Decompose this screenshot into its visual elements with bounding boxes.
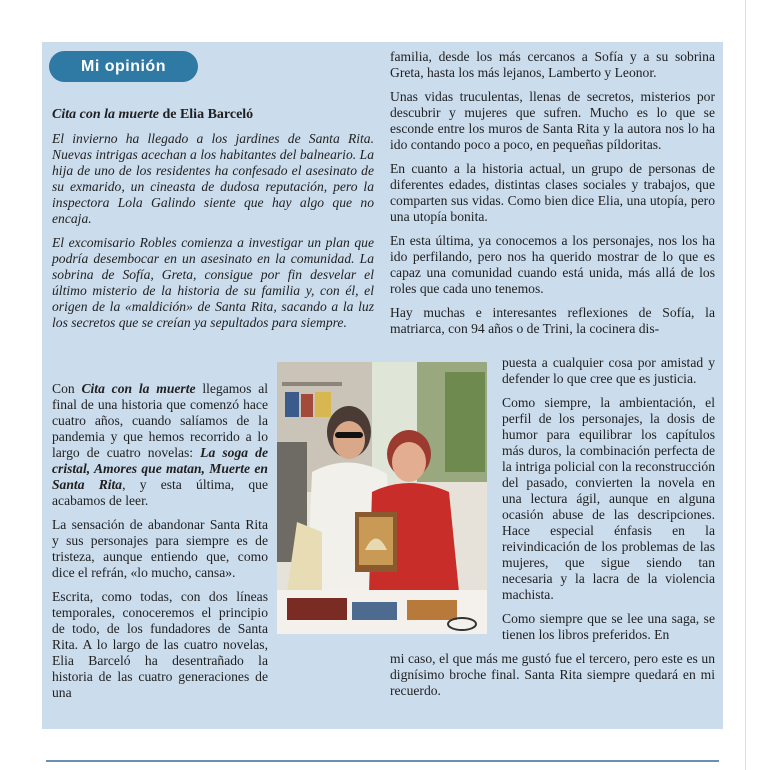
book-connector: de <box>158 107 180 122</box>
review-column-right-narrow <box>502 355 715 643</box>
review-paragraph: familia, desde los más cercanos a Sofía y a su sobrina Greta, hasta los más lejanos, Lamberto y Leonor. <box>390 49 715 80</box>
review-paragraph: Como siempre que se lee una saga, se tienen los libros preferidos. En <box>502 611 715 642</box>
bottom-rule <box>46 760 719 762</box>
page-edge-line <box>745 0 746 770</box>
section-tag: Mi opinión <box>49 51 198 82</box>
review-paragraph: Escrita, como todas, con dos líneas temporales, conoceremos el principio de todo, de los fundadores de Santa Rita. A lo largo de las cuatro novelas, Elia Barceló ha desentrañado la historia de las cuatro generaciones de una <box>52 589 268 700</box>
review-column-right <box>390 49 715 337</box>
review-paragraph: puesta a cualquier cosa por amistad y defender lo que cree que es justicia. <box>502 355 715 386</box>
book-heading <box>52 107 374 123</box>
review-column-left-narrow <box>52 381 268 701</box>
photo-illustration <box>277 362 487 634</box>
review-paragraph: Unas vidas truculentas, llenas de secretos, misterios por descubrir y mujeres que sufren. Mucho es lo que se esconde entre los muros de Santa Rita y la autora nos lo ha ido contando poco a poco, en pequeñas píldoritas. <box>390 89 715 152</box>
book-title-ref: Cita con la muerte <box>81 381 196 396</box>
review-column-right-bottom <box>390 651 715 699</box>
saga-titles: La soga de cristal, Amores que matan, Muerte en Santa Rita <box>52 445 268 492</box>
synopsis-column <box>52 107 374 339</box>
synopsis-paragraph: El excomisario Robles comienza a investigar un plan que podría desembocar en un asesinato en la comunidad. La sobrina de Sofía, Greta, consigue por fin desvelar el último misterio de la historia de su familia y, con él, el origen de la «maldición» de Santa Rita, sacando a la luz los secretos que se creían ya sepultados para siempre. <box>52 235 374 330</box>
book-title: Cita con la muerte <box>52 107 159 122</box>
review-paragraph: En cuanto a la historia actual, un grupo de personas de diferentes edades, distintas clases sociales y trabajos, que comparten sus vidas. Como bien dice Elia, una utopía, pero una utopía bonita. <box>390 161 715 224</box>
review-paragraph: En esta última, ya conocemos a los personajes, nos los ha ido perfilando, pero nos ha querido mostrar de lo que es capaz una comunidad cuando está unida, más allá de los roles que cada uno tenemos. <box>390 233 715 296</box>
review-paragraph: Hay muchas e interesantes reflexiones de Sofía, la matriarca, con 94 años o de Trini, la cocinera dis- <box>390 305 715 336</box>
review-paragraph: Con Cita con la muerte llegamos al final de una historia que comenzó hace cuatro años, cuando salíamos de la pandemia y que hemos recorrido a lo largo de cuatro novelas: La soga de cristal, Amores que matan, Muerte en Santa Rita, y esta última, que acabamos de leer. <box>52 381 268 508</box>
review-paragraph: mi caso, el que más me gustó fue el tercero, pero este es un dignísimo broche final. Santa Rita siempre quedará en mi recuerdo. <box>390 651 715 698</box>
review-paragraph: La sensación de abandonar Santa Rita y sus personajes para siempre es de tristeza, aunque entiendo que, como dice el refrán, «lo mucho, cansa». <box>52 517 268 580</box>
book-author: Elia Barceló <box>179 107 254 122</box>
review-paragraph: Como siempre, la ambientación, el perfil de los personajes, la dosis de humor para equilibrar los capítulos más duros, la combinación perfecta de la intriga policial con la reconstrucción del pasado, convierten la novela en una lectura ágil, aunque en alguna ocasión abuse de las descripciones. Hace especial énfasis en la reivindicación de los problemas de las mujeres, que sigue siendo tan necesaria y la lacra de la violencia machista. <box>502 395 715 602</box>
synopsis-paragraph: El invierno ha llegado a los jardines de Santa Rita. Nuevas intrigas acechan a los habitantes del balneario. La hija de uno de los residentes ha confesado el asesinato de su exmarido, un cineasta de dudosa reputación, pero la inspectora Lola Galindo siente que hay algo que no encaja. <box>52 131 374 226</box>
author-signing-photo <box>277 362 487 634</box>
